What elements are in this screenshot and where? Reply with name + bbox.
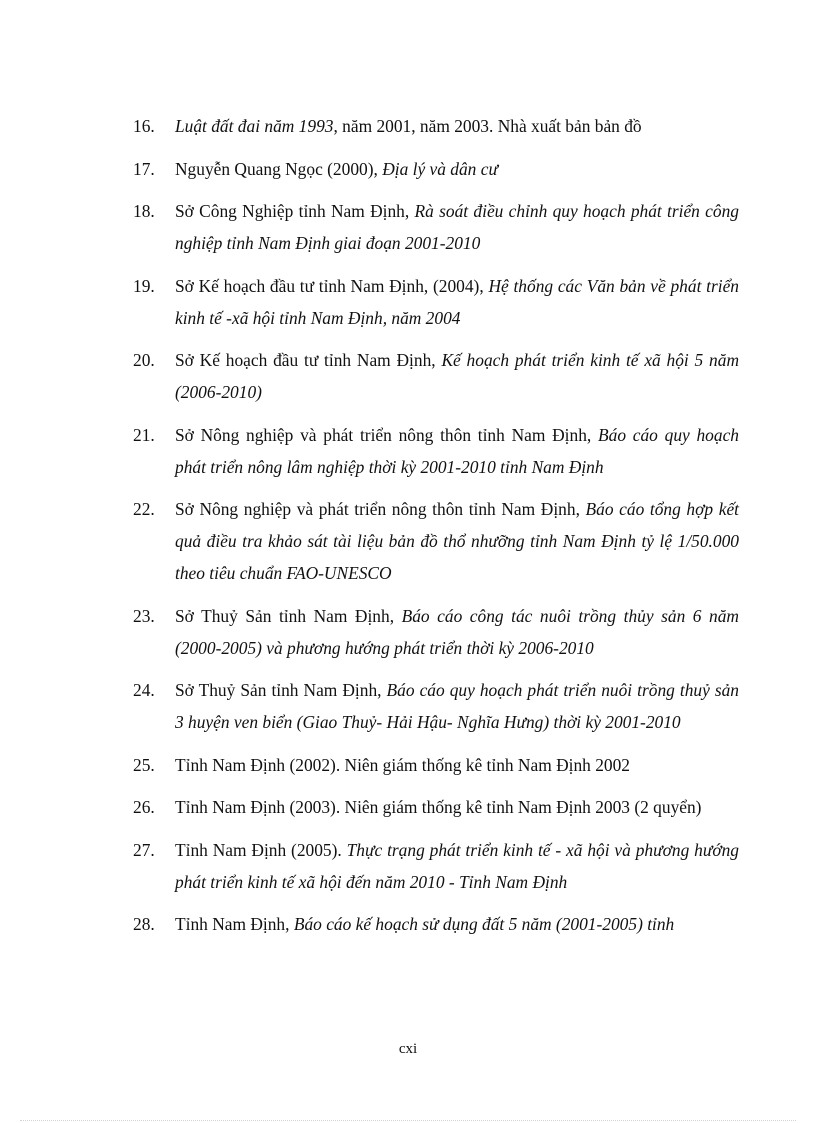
- reference-title: Báo cáo kế hoạch sử dụng đất 5 năm (2001-2005) tỉnh: [293, 914, 675, 934]
- reference-author: Tỉnh Nam Định (2003). Niên giám thống kê tỉnh Nam Định 2003 (2 quyển): [175, 797, 702, 817]
- reference-author: Sở Kế hoạch đầu tư tỉnh Nam Định, (2004),: [175, 275, 489, 296]
- reference-number: 25.: [133, 754, 155, 775]
- reference-author: Sở Kế hoạch đầu tư tỉnh Nam Định,: [175, 350, 442, 370]
- reference-item: [133, 908, 739, 940]
- reference-author: Sở Thuỷ Sản tỉnh Nam Định,: [175, 680, 387, 700]
- reference-text: [175, 276, 739, 328]
- reference-title: Rà soát điều chỉnh quy hoạch phát triển công nghiệp tỉnh Nam Định giai đoạn 2001-2010: [175, 201, 739, 253]
- reference-number: 20.: [133, 350, 155, 370]
- reference-item: [133, 600, 739, 664]
- reference-author: Sở Nông nghiệp và phát triển nông thôn tỉnh Nam Định,: [175, 424, 598, 445]
- reference-number: 18.: [133, 201, 155, 221]
- reference-title: Báo cáo quy hoạch phát triển nông lâm nghiệp thời kỳ 2001-2010 tỉnh Nam Định: [175, 424, 739, 477]
- reference-number: 21.: [133, 424, 155, 445]
- reference-author: Tỉnh Nam Định (2005).: [175, 839, 347, 860]
- reference-number: 28.: [133, 914, 155, 934]
- reference-number: 24.: [133, 680, 155, 700]
- reference-number: 26.: [133, 797, 155, 817]
- reference-text: [175, 425, 739, 477]
- reference-item: [133, 153, 739, 185]
- reference-item: [133, 270, 739, 334]
- reference-item: [133, 110, 739, 142]
- reference-text: [175, 606, 739, 658]
- reference-number: 19.: [133, 275, 155, 296]
- reference-number: 23.: [133, 605, 155, 626]
- reference-text: [175, 159, 498, 179]
- reference-item: [133, 674, 739, 738]
- reference-author: Sở Nông nghiệp và phát triển nông thôn tỉnh Nam Định,: [175, 499, 586, 519]
- reference-title: Kế hoạch phát triển kinh tế xã hội 5 năm (2006-2010): [175, 350, 739, 402]
- reference-item: [133, 834, 739, 898]
- page-edge-divider: [20, 1120, 796, 1121]
- reference-item: [133, 195, 739, 259]
- reference-item: [133, 493, 739, 589]
- reference-title: Hệ thống các Văn bản về phát triển kinh tế -xã hội tỉnh Nam Định, năm 2004: [175, 275, 739, 328]
- reference-text: [175, 116, 642, 136]
- reference-number: 22.: [133, 499, 155, 519]
- reference-text: [175, 350, 739, 402]
- reference-text: [175, 840, 739, 892]
- reference-title: Địa lý và dân cư: [382, 158, 498, 179]
- reference-item: [133, 344, 739, 408]
- reference-title: Báo cáo công tác nuôi trồng thủy sản 6 năm (2000-2005) và phương hướng phát triển thời kỳ 2006-2010: [175, 605, 739, 658]
- reference-author: Tỉnh Nam Định (2002). Niên giám thống kê tỉnh Nam Định 2002: [175, 754, 630, 775]
- reference-list: [133, 110, 739, 951]
- reference-author: Nguyễn Quang Ngọc (2000),: [175, 158, 383, 179]
- reference-author: Tỉnh Nam Định,: [175, 914, 294, 934]
- reference-text: [175, 680, 739, 732]
- reference-item: [133, 419, 739, 483]
- reference-text: [175, 201, 739, 253]
- reference-title: Báo cáo tổng hợp kết quả điều tra khảo sát tài liệu bản đồ thổ nhưỡng tỉnh Nam Định tỷ lệ 1/50.000 theo tiêu chuẩn FAO-UNESCO: [175, 499, 739, 583]
- reference-title: Thực trạng phát triển kinh tế - xã hội và phương hướng phát triển kinh tế xã hội đến năm 2010 - Tỉnh Nam Định: [175, 839, 739, 892]
- reference-author: , năm 2001, năm 2003. Nhà xuất bản bản đồ: [333, 116, 642, 136]
- reference-item: [133, 791, 739, 823]
- reference-title: Báo cáo quy hoạch phát triển nuôi trồng thuỷ sản 3 huyện ven biển (Giao Thuỷ- Hải Hậu- Nghĩa Hưng) thời kỳ 2001-2010: [175, 680, 739, 732]
- reference-number: 17.: [133, 158, 155, 179]
- reference-author: Sở Công Nghiệp tỉnh Nam Định,: [175, 201, 415, 221]
- reference-text: [175, 499, 739, 583]
- reference-text: [175, 914, 674, 934]
- reference-title: Luật đất đai năm 1993: [175, 116, 334, 136]
- reference-item: [133, 749, 739, 781]
- reference-text: [175, 797, 701, 817]
- reference-number: 27.: [133, 839, 155, 860]
- reference-number: 16.: [133, 116, 155, 136]
- page-number: cxi: [398, 1041, 418, 1057]
- reference-author: Sở Thuỷ Sản tỉnh Nam Định,: [175, 605, 402, 626]
- reference-text: [175, 755, 630, 775]
